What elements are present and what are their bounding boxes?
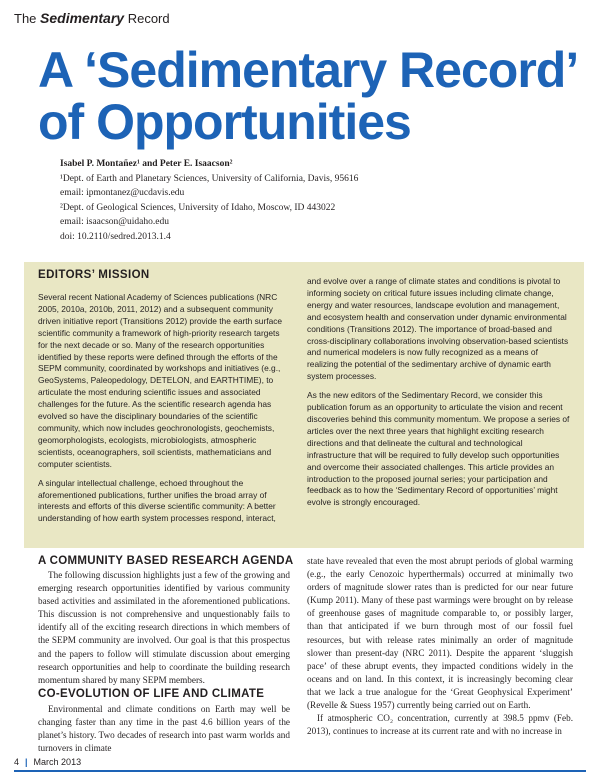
mission-left-p1: Several recent National Academy of Sciences publications (NRC 2005, 2010a, 2010b, 2011, 2012) and a subsequent community driven initiative report (Transitions 2012) provide the earth surface scientific community a framework of high-priority research targets for the next decade or so. Many of the research opportunities identified by these reports were defined through the efforts of the SEPM community, coordinated by workshops and initiatives (e.g., GeoSystems, Paleopedology, DETELON, and EARTHTIME), to articulate the most enduring scientific issues and associated challenges for the future. As the scientific research agenda has evolved so have the disciplinary boundaries of the scientific community, which now includes geochronologists, geochemists, geomorphologists, ecologists, microbiologists, atmospheric scientists, oceanographers, soil scientists, mathematicians and computer scientists. — [38, 292, 283, 469]
mission-right-p2: As the new editors of the Sedimentary Record, we consider this publication forum as an opportunity to articulate the vision and recent discoveries behind this community momentum. We propose a series of articles over the next three years that highlight exciting research directions and that delineate the cultural and technological infrastructure that will be required to fully develop such opportunities and overcome their associated challenges. This article provides an introduction to the proposed journal series; your participation and feedback as to how the ‘Sedimentary Record of opportunities’ might evolve is strongly encouraged. — [307, 390, 570, 508]
running-header — [14, 10, 170, 26]
mission-left-p2: A singular intellectual challenge, echoed throughout the aforementioned publications, further unifies the broad array of interests and efforts of this diverse scientific community: A better understanding of how earth system processes respond, interact, — [38, 477, 276, 524]
mission-title: EDITORS’ MISSION — [38, 269, 150, 281]
title-line-2: of Opportunities — [38, 94, 411, 150]
right-paragraph-2: If atmospheric CO₂ concentration, currently at 398.5 ppmv (Feb. 2013), continues to increase at its current rate and with no increase in — [307, 713, 573, 737]
header-prefix: The — [14, 11, 37, 26]
page-footer — [14, 757, 81, 767]
article-title — [38, 44, 598, 148]
issue-date: March 2013 — [33, 757, 82, 767]
right-body-column — [307, 555, 573, 738]
section-title-coevolution: CO-EVOLUTION OF LIFE AND CLIMATE — [38, 688, 265, 700]
author-email-2: email: isaacson@uidaho.edu — [60, 217, 169, 228]
community-paragraph: The following discussion highlights just a few of the growing and emerging research opportunities identified by various community based activities and assimilated in the aforementioned publications. This discussion is not comprehensive and unquestionably fails to identify all of the exciting research directions in which members of the SEPM community are involved. Our goal is that this prospectus and the papers to follow will stimulate discussion about emerging research opportunities and help to coordinate the building research momentum shared by many SEPM members. — [38, 570, 290, 685]
footer-rule — [14, 770, 586, 772]
author-names: Isabel P. Montañez¹ and Peter E. Isaacson² — [60, 159, 233, 169]
footer-separator: | — [25, 757, 28, 767]
author-affiliation-2: ²Dept. of Geological Sciences, University of Idaho, Moscow, ID 443022 — [60, 202, 336, 213]
mission-right-column — [307, 276, 571, 516]
mission-left-column — [38, 292, 290, 532]
page-number: 4 — [14, 757, 20, 767]
coevolution-paragraph: Environmental and climate conditions on Earth may well be changing faster than any time in the past 4.6 billion years of the planet’s history. Two decades of research into past warm worlds and turnovers in climate — [38, 704, 290, 754]
doi: doi: 10.2110/sedred.2013.1.4 — [60, 231, 171, 242]
section-title-community: A COMMUNITY BASED RESEARCH AGENDA — [38, 555, 294, 567]
right-paragraph-1: state have revealed that even the most abrupt periods of global warming (e.g., the early Cenozoic hyperthermals) occurred at minimally two orders of magnitude slower rates than is predicted for our near future (Kump 2011). Many of these past warmings were brought on by release of greenhouse gases of magnitude comparable to, or possibly larger, than that anticipated if we burn through most of our fossil fuel resources, but with release rates minimally an order of magnitude slower than present-day (NRC 2011). Despite the apparent ‘sluggish pace’ of these abrupt events, they impacted conditions widely in the oceans and on land. In this context, it is increasingly becoming clear that we lack a true analogue for the ‘Great Geophysical Experiment’ (Revelle & Suess 1957) currently being carried out on Earth. — [307, 556, 573, 711]
coevolution-column — [38, 703, 290, 755]
header-emph: Sedimentary — [40, 10, 125, 26]
mission-right-p1: and evolve over a range of climate states and conditions is pivotal to informing society on critical future issues including climate change, energy and water resources, landscape evolution and management, and ecosystem health and conservation under dynamic environmental conditions (Transitions 2012). The importance of broad-based and cross-disciplinary collaborations involving observation-based scientists and numerical modelers is now fully recognized as a means of realizing the potential of the sedimentary archive of dynamic earth system processes. — [307, 276, 569, 382]
title-line-1: A ‘Sedimentary Record’ — [38, 42, 579, 98]
author-affiliation-1: ¹Dept. of Earth and Planetary Sciences, University of California, Davis, 95616 — [60, 173, 359, 184]
author-block — [60, 157, 580, 245]
header-suffix: Record — [127, 11, 170, 26]
author-email-1: email: ipmontanez@ucdavis.edu — [60, 188, 185, 199]
community-column — [38, 569, 290, 687]
